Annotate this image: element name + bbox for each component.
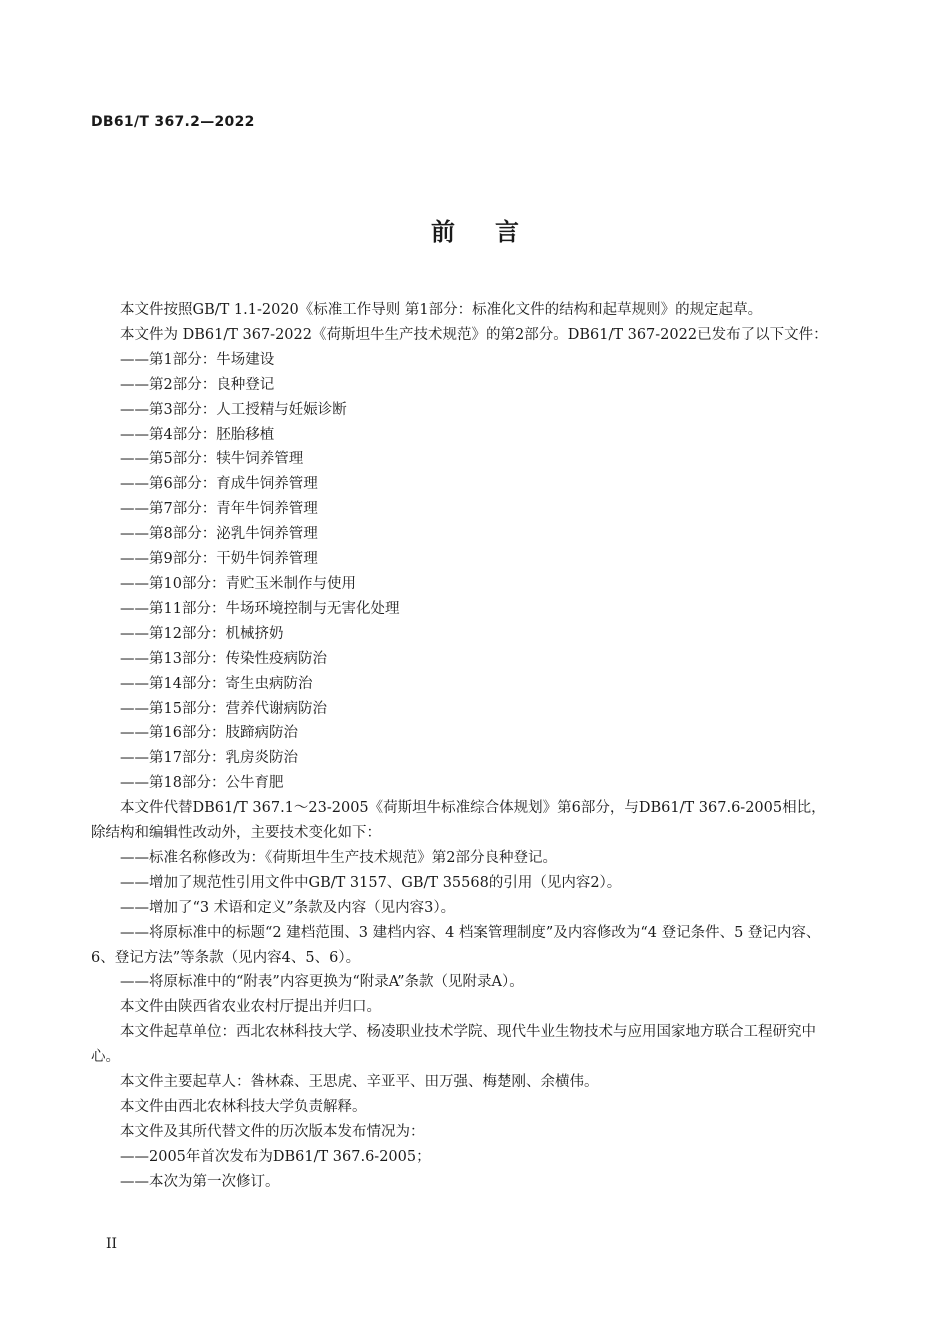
list-item: ——第8部分：泌乳牛饲养管理 [120,526,318,543]
list-item: ——第16部分：肢蹄病防治 [120,725,298,742]
list-item: ——第6部分：育成牛饲养管理 [120,476,318,493]
list-item: ——第11部分：牛场环境控制与无害化处理 [120,600,400,617]
history-intro-paragraph: 本文件及其所代替文件的历次版本发布情况为： [120,1123,425,1140]
list-item: ——第14部分：寄生虫病防治 [120,675,313,692]
proposer-paragraph: 本文件由陕西省农业农村厅提出并归口。 [120,999,381,1016]
changes-list [91,846,837,995]
drafting-units-paragraph: 本文件起草单位：西北农林科技大学、杨凌职业技术学院、现代牛业生物技术与应用国家地方联合工程研究中心。 [91,1024,816,1066]
list-item: ——第3部分：人工授精与妊娠诊断 [120,401,347,418]
page-number: II [106,1236,118,1252]
list-item: ——第15部分：营养代谢病防治 [120,700,327,717]
list-item: ——将原标准中的标题“2 建档范围、3 建档内容、4 档案管理制度”及内容修改为“4 登记条件、5 登记内容、6、登记方法”等条款（见内容4、5、6）。 [91,924,821,966]
list-item: ——第1部分：牛场建设 [120,351,275,368]
intro-paragraph-2: 本文件为 DB61/T 367-2022《荷斯坦牛生产技术规范》的第2部分。DB61/T 367-2022已发布了以下文件： [120,326,828,343]
list-item: ——本次为第一次修订。 [120,1173,280,1190]
replacement-paragraph: 本文件代替DB61/T 367.1～23-2005《荷斯坦牛标准综合体规划》第6部分，与DB61/T 367.6-2005相比，除结构和编辑性改动外，主要技术变化如下： [91,800,826,842]
document-code: DB61/T 367.2—2022 [91,114,255,130]
interpreter-paragraph: 本文件由西北农林科技大学负责解释。 [120,1099,367,1115]
list-item: ——第7部分：青年牛饲养管理 [120,501,318,518]
list-item: ——第9部分：干奶牛饲养管理 [120,551,318,568]
list-item: ——第17部分：乳房炎防治 [120,750,298,767]
list-item: ——第4部分：胚胎移植 [120,426,275,443]
drafters-paragraph: 本文件主要起草人：昝林森、王思虎、辛亚平、田万强、梅楚刚、余横伟。 [120,1074,599,1091]
list-item: ——第12部分：机械挤奶 [120,625,284,642]
foreword-body [91,298,837,1195]
parts-list [91,348,837,796]
list-item: ——将原标准中的“附表”内容更换为“附录A”条款（见附录A）。 [120,974,524,991]
list-item: ——标准名称修改为：《荷斯坦牛生产技术规范》第2部分良种登记。 [120,849,557,866]
list-item: ——增加了“3 术语和定义”条款及内容（见内容3）。 [120,899,456,916]
list-item: ——增加了规范性引用文件中GB/T 3157、GB/T 35568的引用（见内容2）。 [120,874,622,891]
list-item: ——第18部分：公牛育肥 [120,775,284,792]
list-item: ——第10部分：青贮玉米制作与使用 [120,575,356,592]
history-list [91,1145,837,1195]
intro-paragraph-1: 本文件按照GB/T 1.1-2020《标准工作导则 第1部分：标准化文件的结构和起草规则》的规定起草。 [120,302,763,318]
list-item: ——第13部分：传染性疫病防治 [120,650,327,667]
list-item: ——第2部分：良种登记 [120,376,275,393]
list-item: ——第5部分：犊牛饲养管理 [120,451,304,468]
page-title: 前言 [431,218,559,246]
list-item: ——2005年首次发布为DB61/T 367.6-2005； [120,1148,431,1165]
